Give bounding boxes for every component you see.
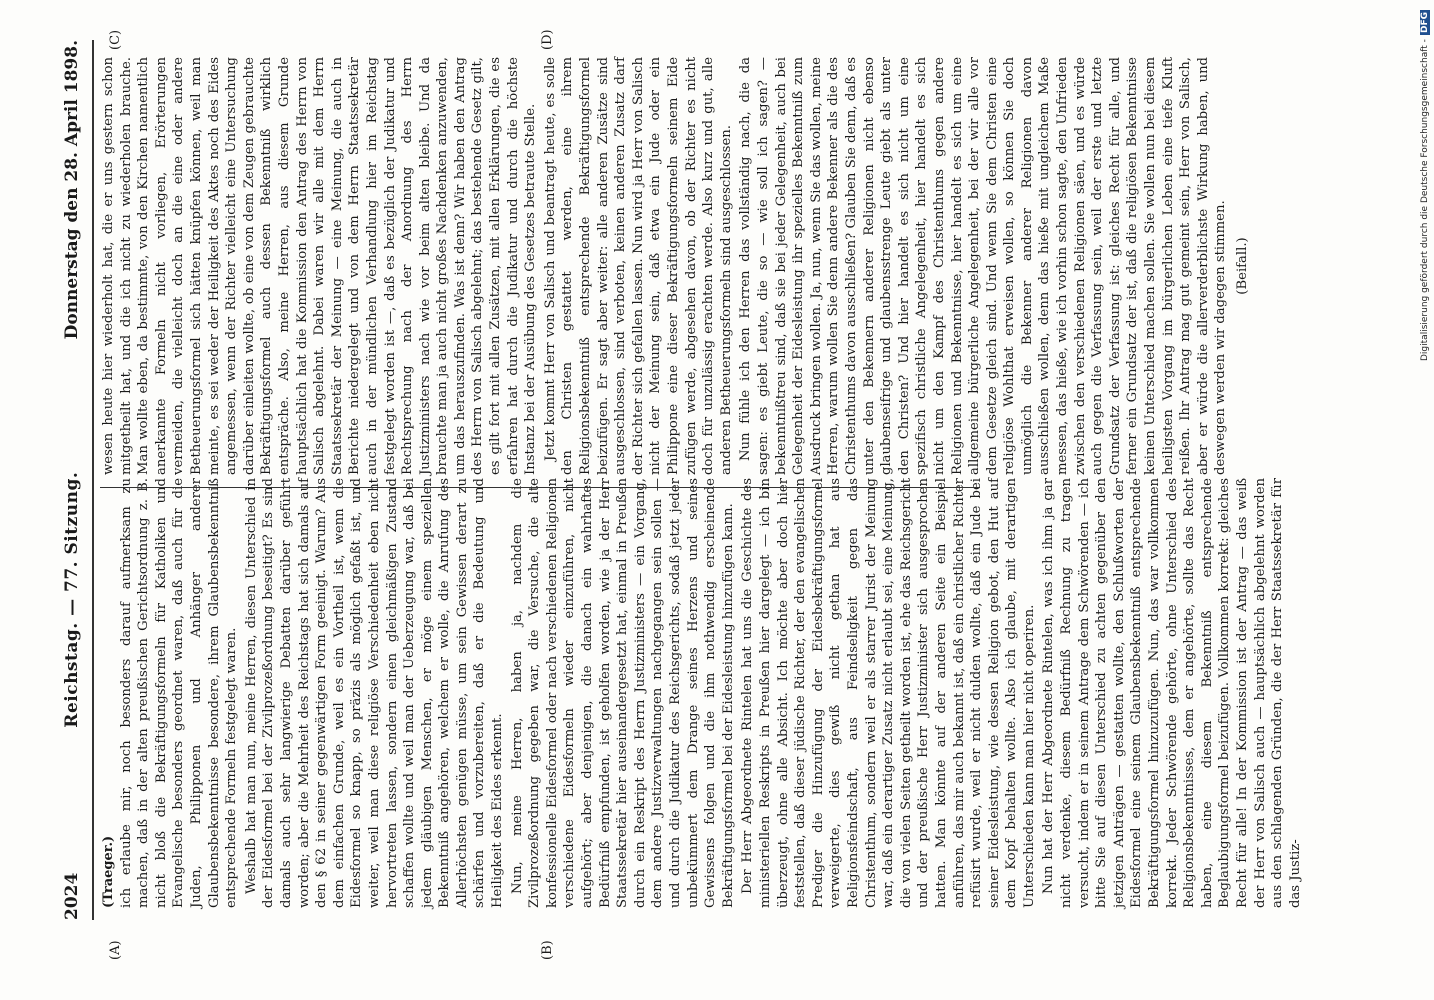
applause-note: (Beifall.) bbox=[1235, 237, 1250, 295]
dfg-logo: DFG bbox=[1420, 12, 1430, 34]
speaker-name: (Traeger.) bbox=[101, 835, 116, 908]
paragraph: ich erlaube mir, noch besonders darauf aufmerksam zu machen, daß in der alten preußischen Gerichtsordnung z. B. nicht bloß die Bekräftigungsformeln für Katholiken und Evangelische besonders geordnet waren, daß auch für die Juden, Philipponen und Anhänger anderer Glaubensbekenntnisse besondere, ihrem Glaubensbekenntniß entsprechende Formeln festgelegt waren. bbox=[118, 478, 240, 908]
header-rule bbox=[92, 40, 94, 920]
paragraph: Nun, meine Herren, haben ja, nachdem die Zivilprozeßordnung gegeben war, die Versuche, die alte konfessionelle Eidesformel oder nach verschiedenen Religionen verschiedene Eidesformeln wieder einzuführen, nicht aufgehört; aber denjenigen, die danach ein wahrhaftes Bedürfniß empfunden, ist geholfen worden, wie ja der Herr Staatssekretär hier auseinandergesetzt hat, einmal in Preußen durch ein Reskript des Herrn Justizministers — ein Vorgang, dem andere Justizverwaltungen nachgegangen sein sollen — und durch die Judikatur des Reichsgerichts, sodaß jetzt jeder unbekümmert dem Drange seines Herzens und seines Gewissens folgen und die ihm nothwendig erscheinende Bekräftigungsformel bei der Eidesleistung hinzufügen kann. bbox=[509, 478, 736, 908]
left-column bbox=[100, 478, 1303, 908]
page-number: 2024 bbox=[62, 872, 82, 920]
session-title: Reichstag. — 77. Sitzung. bbox=[62, 471, 82, 728]
session-date: Donnerstag den 28. April 1898. bbox=[62, 40, 82, 340]
paragraph: wesen heute hier wiederholt hat, die er uns gestern schon mitgetheilt hat, und die ich nicht zu wiederholen brauche. Man wollte eben, da bestimmte, von den Kirchen namentlich anerkannte Formeln nicht vorliegen, Erörterungen vermeiden, die vielleicht doch an die eine oder andere Betheuerungsformel sich hätten knüpfen können, weil man meinte, es sei weder der Heiligkeit des Aktes noch des Eides angemessen, wenn der Richter vielleicht eine Untersuchung darüber einleiten wollte, ob eine von dem Zeugen gebrauchte Bekräftigungsformel auch dessen Bekenntniß wirklich entspräche. Also, meine Herren, aus diesem Grunde hauptsächlich hat die Kommission den Antrag des Herrn von Salisch abgelehnt. Dabei waren wir alle mit dem Herrn Staatssekretär der Meinung — eine Meinung, die auch in Berichte niedergelegt und von dem Herrn Staatssekretär auch in der mündlichen Verhandlung hier im Reichstag festgelegt worden ist —, daß es bezüglich der Judikatur und Rechtsprechung nach der Anordnung des Herrn Justizministers nach wie vor beim alten bleibe. Und da brauchte man ja auch nicht großes Nachdenken anzuwenden, um das herauszufinden. Was ist denn? Wir haben den Antrag des Herrn von Salisch abgelehnt; das bestehende Gesetz gilt, es gilt fort mit allen Zusätzen, mit allen Erklärungen, die es erfahren hat durch die Judikatur und durch die höchste Instanz bei der Ausübung des Gesetzes betraute Stelle. bbox=[101, 57, 539, 475]
paragraph: Nun hat der Herr Abgeordnete Rintelen, was ich ihm ja gar nicht verdenke, diesem Bedürfniß Rechnung zu tragen versucht, indem er in seinem Antrage dem Schwörenden — ich bitte Sie auf diesen Unterschied zu achten gegenüber den jetzigen Anträgen — gestatten wollte, den Schlußworten der Eidesformel eine seinem Glaubensbekenntniß entsprechende Bekräftigungsformel hinzuzufügen. Nun, das war vollkommen korrekt. Jeder Schwörende gehörte, ohne Unterschied des Religionsbekenntnisses, dem er angehörte, sollte das Recht haben, eine diesem Bekenntniß entsprechende Beglaubigungsformel beizufügen. Vollkommen korrekt: gleiches Recht für alle! In der Kommission ist der Antrag — das weiß der Herr von Salisch auch — hauptsächlich abgelehnt worden aus den schlagenden Gründen, die der Herr Staatssekretär für das Justiz- bbox=[1041, 478, 1303, 908]
paragraph: Nun fühle ich den Herren das vollständig nach, die da sagen: es giebt Leute, die so — wie soll ich sagen? — bekenntnißtreu sind, daß sie bei jeder Gelegenheit, auch bei Gelegenheit der Eidesleistung ihr spezielles Bekenntniß zum Ausdruck bringen wollen. Ja, nun, wenn Sie das wollen, meine Herren, warum wollen Sie denn andere Bekenner als die des Christenthums davon ausschließen? Glauben Sie denn, daß es unter den Bekennern anderer Religionen nicht ebenso glaubenseifrige und glaubensstrenge Leute giebt als unter den Christen? Und hier handelt es sich nicht um eine spezifisch christliche Angelegenheit, hier handelt es sich nicht um den Kampf des Christenthums gegen andere Religionen und Bekenntnisse, hier handelt es sich um eine allgemeine bürgerliche Angelegenheit, bei der wir alle vor dem Gesetze gleich sind. Und wenn Sie dem Christen eine religiöse Wohlthat erweisen wollen, so können Sie doch unmöglich die Bekenner anderer Religionen davon ausschließen wollen, denn das hieße mit ungleichem Maße messen, das hieße, wie ich vorhin schon sagte, den Unfrieden zwischen den verschiedenen Religionen säen, und es würde auch gegen die Verfassung sein, weil der erste und letzte Grundsatz der Verfassung ist: gleiches Recht für alle, und ferner ein Grundsatz der ist, daß die religiösen Bekenntnisse keinen Unterschied machen sollen. Sie wollen nun bei diesem heiligsten Vorgang im bürgerlichen Leben eine tiefe Kluft reißen. Ihr Antrag mag gut gemeint sein, Herr von Salisch, aber er würde die allerverderblichste Wirkung haben, und deswegen werden wir dagegen stimmen. bbox=[738, 57, 1229, 475]
page-header bbox=[62, 40, 90, 920]
margin-mark-c: (C) bbox=[108, 29, 123, 50]
right-column bbox=[100, 57, 1250, 488]
margin-mark-a: (A) bbox=[108, 940, 123, 960]
paragraph: Weshalb hat man nun, meine Herren, diesen Unterschied in der Eidesformel bei der Zivilprozeßordnung beseitigt? Es sind damals auch sehr langwierige Debatten darüber geführt worden; aber die Mehrheit des Reichstags hat sich damals auf den § 62 in seiner gegenwärtigen Form geeinigt. Warum? Aus dem einfachen Grunde, weil es ein Vortheil ist, wenn die Eidesformel so knapp, so präzis als möglich gefaßt ist, und weiter, weil man diese religiöse Verschiedenheit eben nicht hervortreten lassen, sondern einen gleichmäßigen Zustand schaffen wollte und weil man der Ueberzeugung war, daß bei jedem gläubigen Menschen, er möge einem speziellen Bekenntniß angehören, welchem er wolle, die Anrufung des Allerhöchsten genügen müsse, um sein Gewissen derart zu schärfen und vorzubereiten, daß er die Bedeutung und Heiligkeit des Eides erkennt. bbox=[243, 478, 506, 908]
credit-text: Digitalisierung gefördert durch die Deutsche Forschungsgemeinschaft - bbox=[1420, 39, 1430, 361]
paragraph: Der Herr Abgeordnete Rintelen hat uns die Geschichte des ministeriellen Reskripts in Preußen hier dargelegt — ich bin überzeugt, ohne alle Absicht. Ich möchte aber doch hier feststellen, daß dieser jüdische Richter, der den evangelischen Prediger die Hinzufügung der Eidesbekräftigungsformel verweigerte, dies gewiß nicht gethan hat aus Religionsfeindschaft, aus Feindseligkeit gegen das Christenthum, sondern weil er als starrer Jurist der Meinung war, daß ein derartiger Zusatz nicht erlaubt sei, eine Meinung, die von vielen Seiten getheilt worden ist, ehe das Reichsgericht und der preußische Herr Justizminister sich ausgesprochen hatten. Man könnte auf der anderen Seite ein Beispiel anführen, das mir auch bekannt ist, daß ein christlicher Richter refüsirt wurde, weil er nicht dulden wollte, daß ein Jude bei seiner Eidesleistung, wie dessen Religion gebot, den Hut auf dem Kopf behalten wollte. Also ich glaube, mit derartigen Unterschieden kann man hier nicht operiren. bbox=[740, 478, 1037, 908]
margin-mark-b: (B) bbox=[540, 940, 555, 960]
margin-mark-d: (D) bbox=[540, 29, 555, 50]
paragraph: Jetzt kommt Herr von Salisch und beantragt heute, es solle den Christen gestattet werden, eine ihrem Religionsbekenntniß entsprechende Bekräftigungsformel beizufügen. Er sagt aber weiter: alle anderen Zusätze sind ausgeschlossen, sind verboten, keinen anderen Zusatz darf der Richter sich gefallen lassen. Nun wird ja Herr von Salisch nicht der Meinung sein, daß etwa ein Jude oder ein Philippone eine dieser Bekräftigungsformeln seinem Eide zufügen werde, abgesehen davon, ob der Richter es nicht doch für unzulässig erachten werde. Also kurz und gut, alle anderen Betheuerungsformeln sind ausgeschlossen. bbox=[542, 57, 734, 475]
digitization-credit bbox=[1418, 10, 1432, 990]
